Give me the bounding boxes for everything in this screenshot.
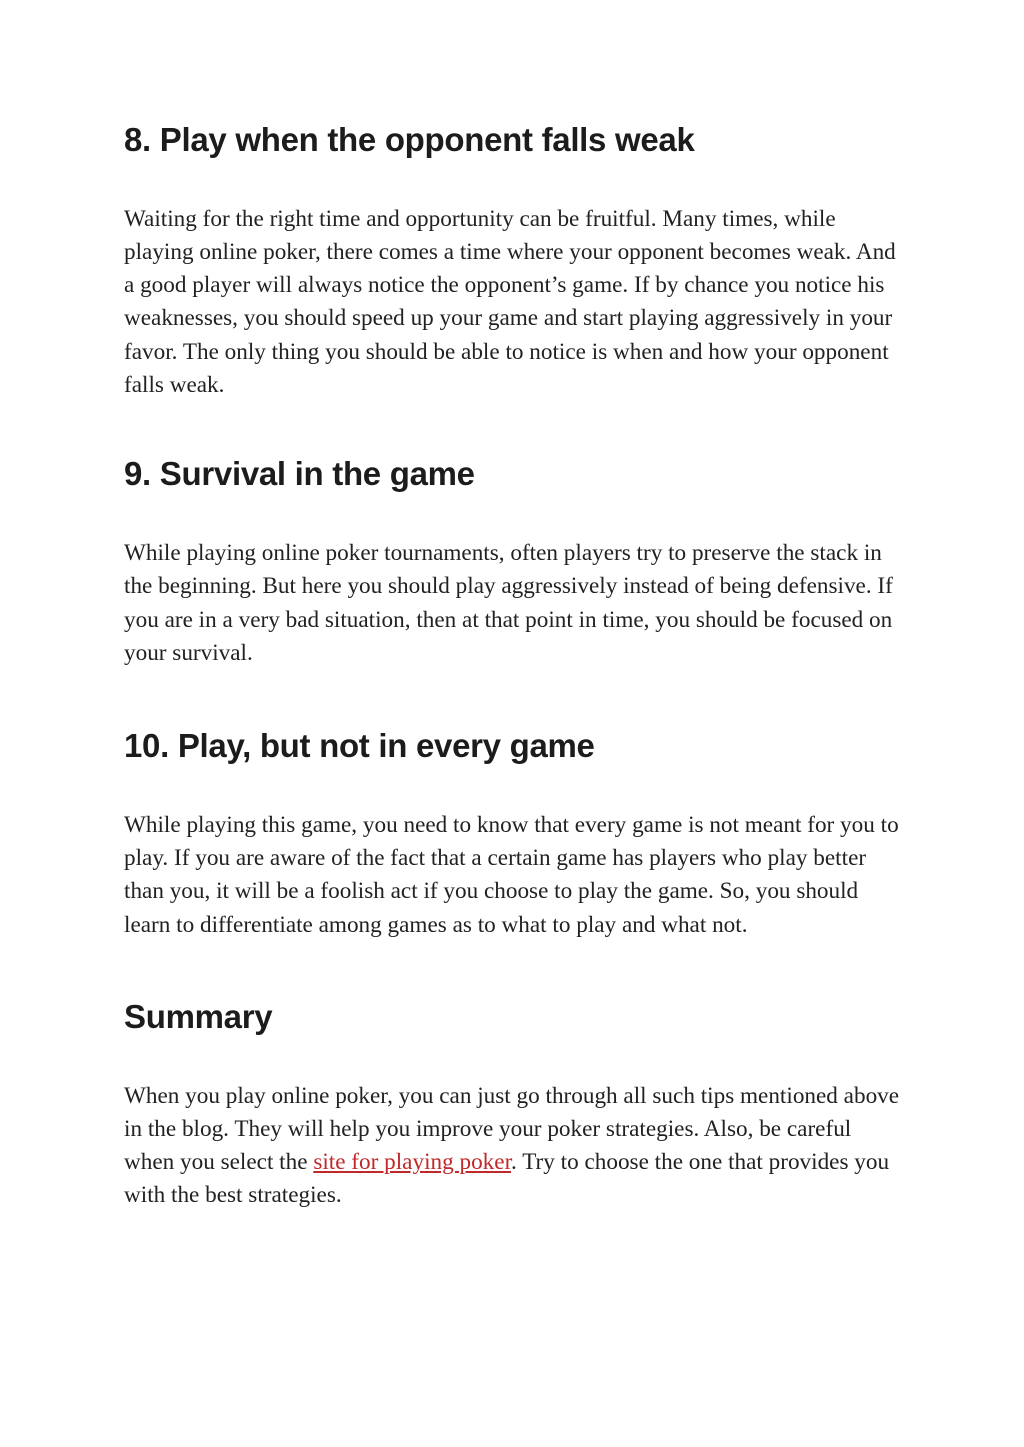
article-content <box>124 120 904 1213</box>
section-heading: 9. Survival in the game <box>124 455 475 493</box>
section-heading: Summary <box>124 997 273 1035</box>
section-paragraph: While playing online poker tournaments, often players try to preserve the stack in the beginning. But here you should play aggressively instead of being defensive. If you are in a very bad situation, then at that point in time, you should be focused on your survival. <box>124 539 893 666</box>
section-summary <box>124 997 904 1213</box>
site-for-playing-poker-link[interactable]: site for playing poker <box>313 1149 512 1176</box>
section-paragraph: While playing this game, you need to know that every game is not meant for you to play. If you are aware of the fact that a certain game has players who play better than you, it will be a foolish act if you choose to play the game. So, you should learn to differentiate among games as to what to play and what not. <box>124 811 899 938</box>
section-survival-in-game <box>124 454 904 670</box>
summary-text-after-link: . Try to choose the one that provides you with the best strategies. <box>124 1149 890 1209</box>
summary-text-before-link: When you play online poker, you can just go through all such tips mentioned above in the blog. They will help you improve your poker strategies. Also, be careful when you select the <box>124 1082 900 1176</box>
section-paragraph: Waiting for the right time and opportunity can be fruitful. Many times, while playing online poker, there comes a time where your opponent becomes weak. And a good player will always notice the opponent’s game. If by chance you notice his weaknesses, you should speed up your game and start playing aggressively in your favor. The only thing you should be able to notice is when and how your opponent falls weak. <box>124 205 896 399</box>
summary-paragraph <box>124 1080 904 1213</box>
section-heading: 8. Play when the opponent falls weak <box>124 121 695 158</box>
section-heading: 10. Play, but not in every game <box>124 727 595 765</box>
section-play-when-opponent-weak <box>124 120 904 402</box>
section-play-not-every-game <box>124 726 904 942</box>
